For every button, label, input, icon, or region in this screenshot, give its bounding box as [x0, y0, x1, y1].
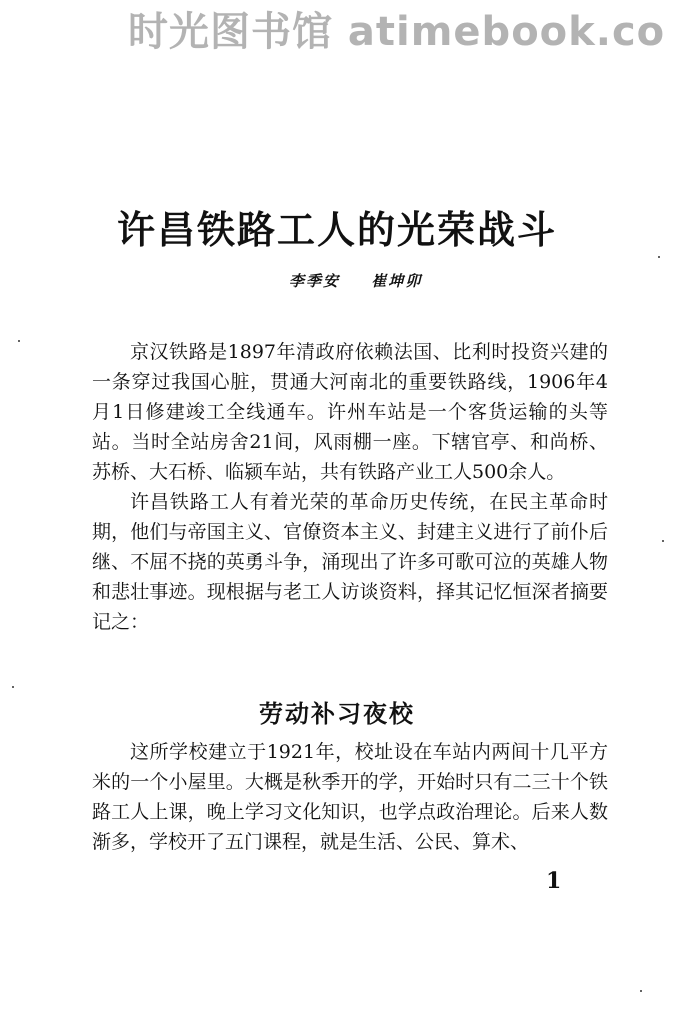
scan-speck: [18, 340, 20, 342]
scan-speck: [640, 990, 642, 992]
section-text: [92, 737, 608, 857]
scan-speck: [12, 686, 14, 688]
paragraph: 这所学校建立于1921年，校址设在车站内两间十几平方米的一个小屋里。大概是秋季开的学，开始时只有二三十个铁路工人上课，晚上学习文化知识，也学点政治理论。后来人数渐多，学校开了五门课程，就是生活、公民、算术、: [92, 741, 608, 853]
article-authors: [289, 272, 422, 290]
scan-speck: [662, 540, 664, 542]
section-heading: 劳动补习夜校: [259, 699, 415, 728]
page-number: 1: [546, 868, 562, 894]
author-name: 崔坤卯: [371, 272, 423, 290]
author-name: 李季安: [289, 272, 341, 290]
watermark-text: 时光图书馆 atimebook.co: [128, 9, 666, 55]
intro-text: [92, 337, 608, 637]
paragraph: 京汉铁路是1897年清政府依赖法国、比利时投资兴建的一条穿过我国心脏，贯通大河南北的重要铁路线，1906年4月1日修建竣工全线通车。许州车站是一个客货运输的头等站。当时全站房舍21间，风雨棚一座。下辖官亭、和尚桥、苏桥、大石桥、临颍车站，共有铁路产业工人500余人。: [92, 341, 608, 483]
scan-speck: [658, 256, 660, 258]
paragraph: 许昌铁路工人有着光荣的革命历史传统，在民主革命时期，他们与帝国主义、官僚资本主义、封建主义进行了前仆后继、不屈不挠的英勇斗争，涌现出了许多可歌可泣的英雄人物和悲壮事迹。现根据与老工人访谈资料，择其记忆恒深者摘要记之：: [92, 491, 608, 633]
article-title: 许昌铁路工人的光荣战斗: [116, 207, 557, 253]
